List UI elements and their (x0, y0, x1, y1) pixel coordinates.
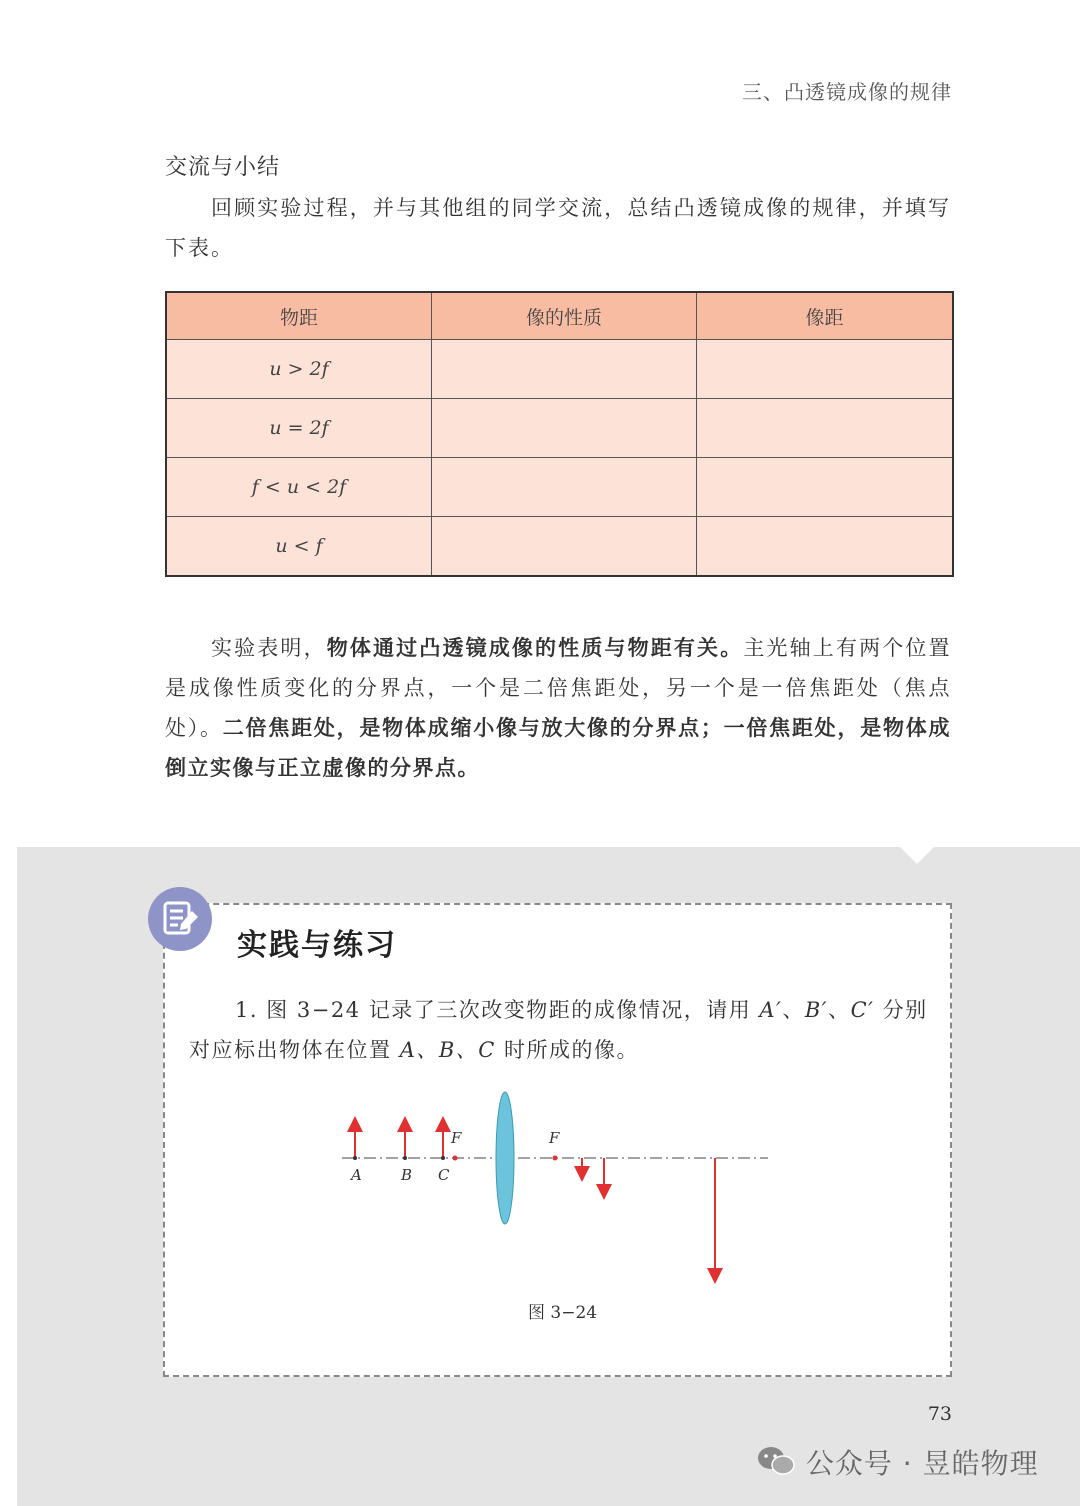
label-b: B (401, 1166, 413, 1184)
q1-sep-2: 、 (828, 998, 851, 1022)
q1-sep-1: 、 (782, 998, 805, 1022)
conclusion-bold-2: 二倍焦距处，是物体成缩小像与放大像的分界点；一倍焦距处，是物体成倒立实像与正立虚像的分界点。 (165, 716, 951, 780)
practice-title: 实践与练习 (237, 928, 397, 963)
label-f-left: F (451, 1129, 462, 1147)
table-row (166, 458, 953, 517)
table-cell-blank[interactable] (697, 399, 954, 458)
table-row (166, 340, 953, 399)
table-cell-blank[interactable] (697, 340, 954, 399)
col-header-image-distance: 像距 (697, 292, 954, 340)
focal-point-right (553, 1156, 558, 1161)
table-row (166, 399, 953, 458)
table-cell-blank[interactable] (432, 340, 697, 399)
table-cell-condition: u = 2f (166, 399, 432, 458)
conclusion-bold-1: 物体通过凸透镜成像的性质与物距有关。 (326, 636, 744, 660)
section-title: 交流与小结 (165, 155, 281, 180)
imaging-properties-table (165, 291, 954, 577)
q1-label-c-prime: C′ (850, 998, 875, 1022)
q1-text-a: 1. 图 3−24 记录了三次改变物距的成像情况，请用 (235, 998, 760, 1022)
convex-lens (496, 1092, 514, 1224)
col-header-object-distance: 物距 (166, 292, 432, 340)
table-header-row (166, 292, 953, 340)
table-cell-blank[interactable] (697, 458, 954, 517)
q1-label-a-prime: A′ (759, 998, 783, 1022)
section-intro: 回顾实验过程，并与其他组的同学交流，总结凸透镜成像的规律，并填写下表。 (165, 196, 951, 260)
watermark (756, 1442, 1039, 1482)
chapter-title: 三、凸透镜成像的规律 (742, 80, 952, 104)
label-a: A (351, 1166, 362, 1184)
table-cell-condition: f < u < 2f (166, 458, 432, 517)
q1-text-c: 时所成的像。 (495, 1038, 640, 1062)
table-cell-blank[interactable] (432, 458, 697, 517)
label-f-right: F (549, 1129, 560, 1147)
conclusion-text-2: 主光轴上有两个位置是成像性质变化的分界点，一个是二倍焦距处，另一个是一倍焦距处（焦点处）。 (165, 636, 952, 740)
page-number: 73 (927, 1403, 952, 1425)
q1-text-b: 分别对应标出物体在位置 (189, 998, 928, 1062)
notes-icon (148, 887, 212, 951)
lens-imaging-figure (330, 1080, 780, 1290)
panel-notch (900, 847, 934, 864)
watermark-text: 公众号 · 昱皓物理 (805, 1447, 1039, 1480)
table-cell-blank[interactable] (432, 399, 697, 458)
conclusion-text-1: 实验表明， (211, 636, 327, 660)
figure-caption: 图 3−24 (528, 1303, 598, 1323)
wechat-icon (756, 1445, 796, 1477)
table-cell-condition: u > 2f (166, 340, 432, 399)
col-header-image-nature: 像的性质 (432, 292, 697, 340)
label-c: C (438, 1166, 450, 1184)
question-1 (189, 990, 929, 1070)
focal-point-left (453, 1156, 458, 1161)
q1-label-b-prime: B′ (804, 998, 829, 1022)
table-cell-condition: u < f (166, 517, 432, 577)
table-cell-blank[interactable] (697, 517, 954, 577)
q1-positions: A、B、C (399, 1038, 496, 1062)
conclusion-paragraph (165, 628, 951, 788)
table-cell-blank[interactable] (432, 517, 697, 577)
table-row (166, 517, 953, 577)
